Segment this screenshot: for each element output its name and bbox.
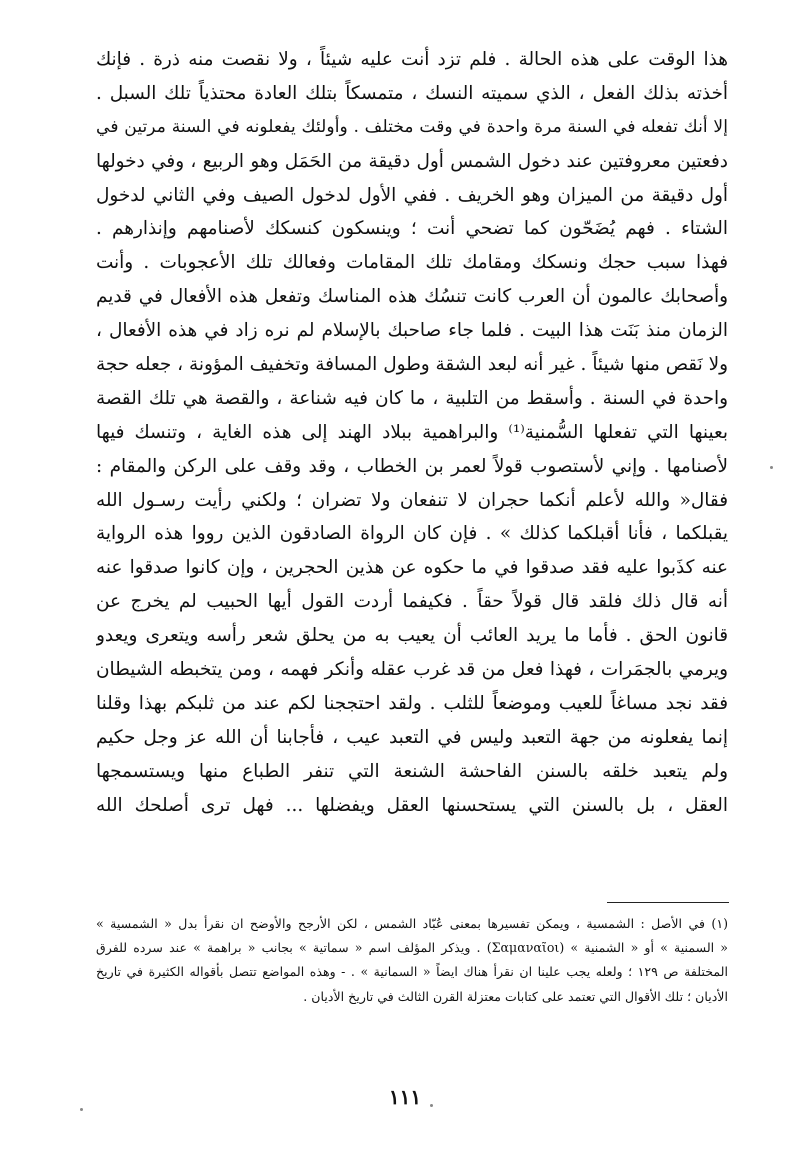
text-line: أخذته بذلك الفعل ، الذي سميته النسك ، متمسكاً بتلك العادة محتذياً تلك السبل . — [96, 82, 728, 104]
text-line: إنما يفعلونه من جهة التعبد وليس في التعبد عيب ، فأجابنا أن الله عز وجل حكيم — [96, 726, 728, 748]
text-line: إلا أنك تفعله في السنة مرة واحدة في وقت مختلف . وأولئك يفعلونه في السنة مرتين في — [96, 116, 728, 137]
page-number: ١١١ — [388, 1085, 422, 1109]
text-line: وأصحابك عالمون أن العرب كانت تنسُك هذه المناسك وتفعل هذه الأفعال في قديم — [96, 286, 728, 308]
text-line: ولا نَقص منها شيئاً . غير أنه لبعد الشقة وطول المسافة وتخفيف المؤونة ، جعله حجة — [96, 354, 728, 376]
text-line: هذا الوقت على هذه الحالة . فلم تزد أنت عليه شيئاً ، ولا نقصت منه ذرة . فإنك — [96, 49, 728, 70]
scan-speck — [430, 1104, 433, 1107]
scan-speck — [770, 466, 773, 469]
text-line: فهذا سبب حجك ونسكك ومقامك تلك المقامات وفعالك تلك الأعجوبات . وأنت — [96, 252, 728, 274]
footnote-line: المختلفة ص ١٢٩ ؛ ولعله يجب علينا ان نقرأ هناك ايضاً « السمانية » . - وهذه المواضع تتصل بأقواله الكثيرة في تاريخ — [96, 964, 728, 980]
text-line: الزمان منذ بَنَت هذا البيت . فلما جاء صاحبك بالإسلام لم نره زاد في هذه الأفعال ، — [96, 320, 728, 342]
footnote-line: الأديان ؛ تلك الأقوال التي تعتمد على كتابات معتزلة القرن الثالث في تاريخ الأديان . — [303, 988, 728, 1004]
footnote-line: « السمنية » أو « الشمنية » (Σαμαναῖοι) . ويذكر المؤلف اسم « سماتية » بجانب « براهمة » عند سرده للفرق — [96, 940, 728, 956]
text-line: فقد نجد مساغاً للعيب وموضعاً للثلب . ولقد احتججنا لكم عند من ثلبكم بهذا وقلنا — [96, 692, 728, 714]
text-line: ويرمي بالجمَرات ، فهذا فعل من قد غرب عقله وأنكر فهمه ، ومن يتخبطه الشيطان — [96, 659, 728, 681]
footnote-line: (١) في الأصل : الشمسية ، ويمكن تفسيرها بمعنى عُبّاد الشمس ، لكن الأرجح والأوضح ان نقرأ بدل « الشمسية » — [96, 916, 728, 931]
scan-speck — [80, 1108, 83, 1111]
text-line: أول دقيقة من الميزان وهو الخريف . ففي الأول لدخول الصيف وفي الثاني لدخول — [96, 184, 728, 206]
text-line: بعينها التي تفعلها السُّمنية⁽¹⁾ والبراهمية ببلاد الهند إلى هذه الغاية ، وتنسك فيها — [96, 421, 728, 443]
text-line: عنه كذَبوا عليه فقد صدقوا في ما حكوه عن هذين الحجرين ، وإن كانوا صدقوا عنه — [96, 557, 728, 579]
text-line: لأصنامها . وإني لأستصوب قولاً لعمر بن الخطاب ، وقد وقف على الركن والمقام : — [96, 455, 728, 477]
text-line: العقل ، بل بالسنن التي يستحسنها العقل ويفضلها ... فهل ترى أصلحك الله — [96, 794, 728, 816]
text-line: دفعتين معروفتين عند دخول الشمس أول دقيقة من الحَمَل وهو الربيع ، وفي دخولها — [96, 150, 728, 172]
text-line: أنه قال ذلك فلقد قال قولاً حقاً . فكيفما أردت القول أيها الحبيب لم يخرج عن — [96, 591, 728, 613]
text-line: ولم يتعبد خلقه بالسنن الفاحشة الشنعة التي تنفر الطباع منها ويستسمجها — [96, 760, 728, 782]
text-line: فقال« والله لأعلم أنكما حجران لا تنفعان ولا تضران ؛ ولكني رأيت رسـول الله — [96, 489, 728, 511]
footnote-separator — [607, 902, 729, 903]
text-line: قانون الحق . فأما ما يريد العائب أن يعيب به من يحلق شعر رأسه ويتعرى ويعدو — [96, 625, 728, 647]
text-line: يقبلكما ، فأنا أقبلكما كذلك » . فإن كان الرواة الصادقون الذين رووا هذه الرواية — [96, 523, 728, 545]
text-line: واحدة في السنة . وأسقط من التلبية ، ما كان فيه شناعة ، والقصة هي تلك القصة — [96, 387, 728, 409]
main-text — [96, 43, 728, 822]
footnotes — [96, 912, 728, 1009]
text-line: الشتاء . فهم يُضَحّون كما تضحي أنت ؛ وينسكون كنسكك لأصنامهم وإنذارهم . — [96, 218, 728, 240]
